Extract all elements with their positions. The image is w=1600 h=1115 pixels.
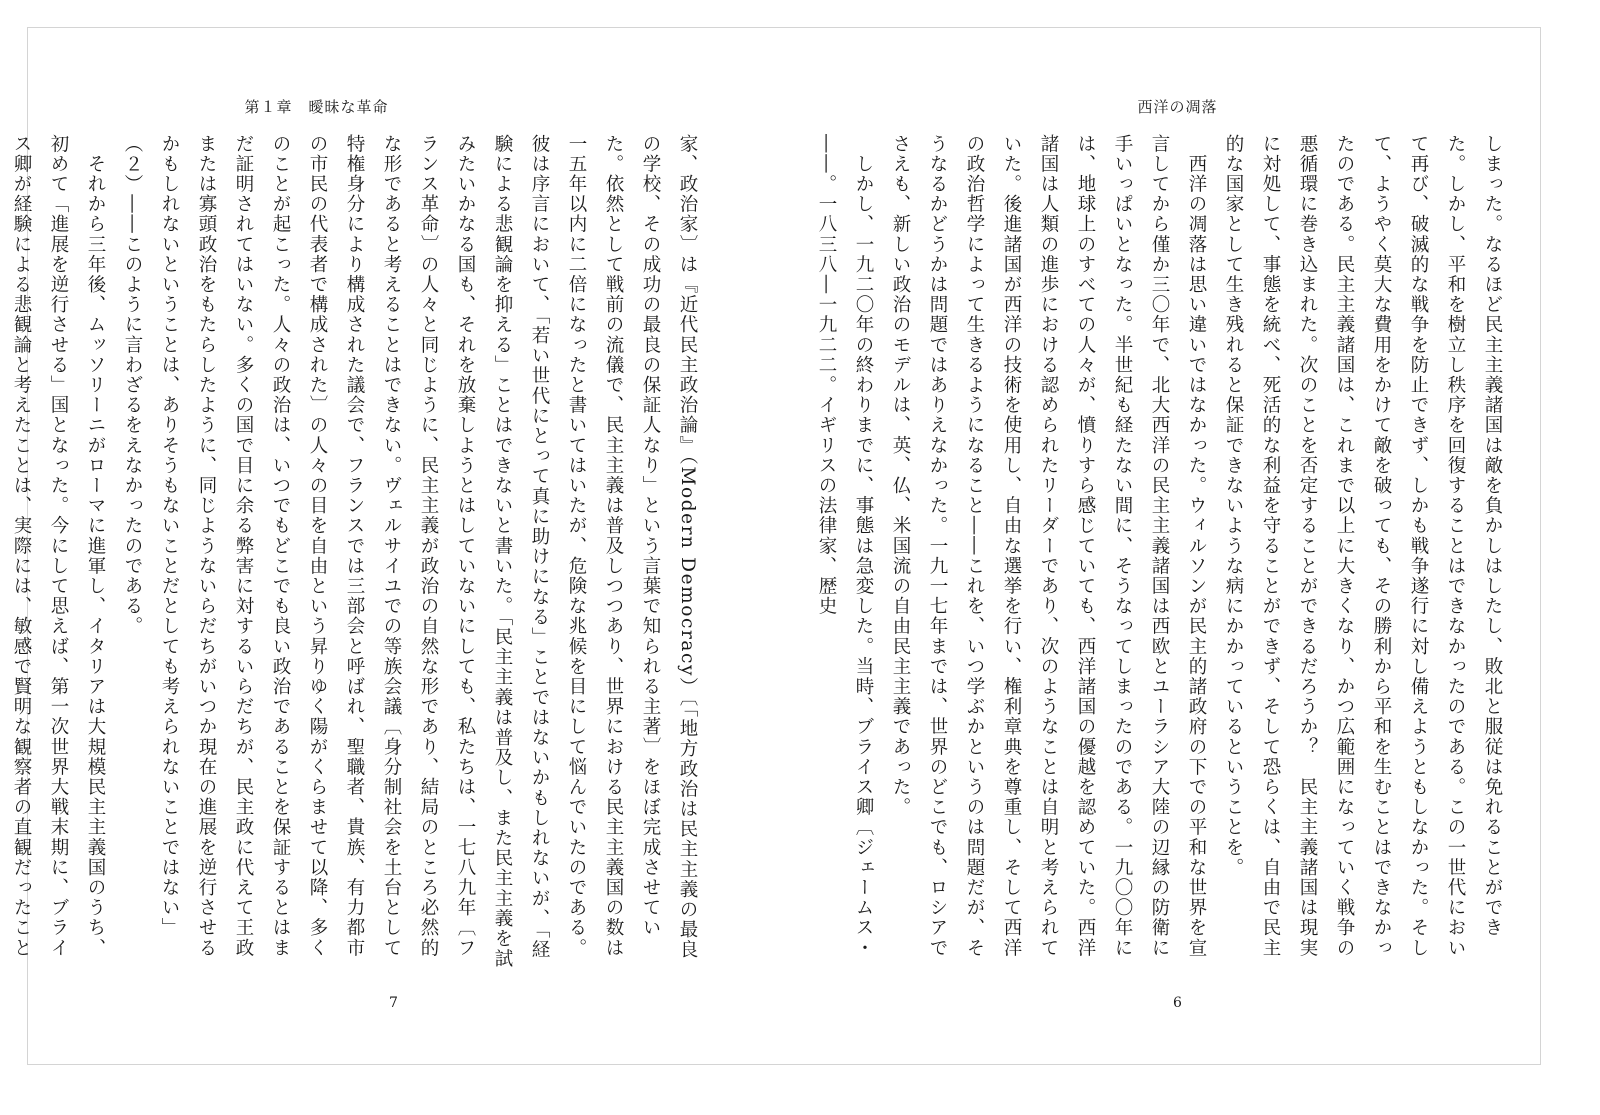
right-page: [785, 28, 1542, 1066]
body-text-right: しまった。なるほど民主主義諸国は敵を負かしはしたし、敗北と服従は免れることができた。しかし、平和を樹立し秩序を回復することはできなかったのである。この一世代において再び、破滅的な戦争を防止できず、しかも戦争遂行に対し備えようともしなかった。そして、ようやく莫大な費用をかけて敵を破っても、その勝利から平和を生むことはできなかったのである。民主主義諸国は、これまで以上に大きくなり、かつ広範囲になっていく戦争の悪循環に巻き込まれた。次のことを否定することができるだろうか？ 民主主義諸国は現実に対処して、事態を統べ、死活的な利益を守ることができず、そして恐らくは、自由で民主的な国家として生き残れると保証できないような病にかかっているということを。 西洋の凋落は思い違いではなかった。ウィルソンが民主的諸政府の下での平和な世界を宣言してから僅か三〇年で、北大西洋の民主主義諸国は西欧とユーラシア大陸の辺縁の防衛に手いっぱいとなった。半世紀も経たない間に、そうなってしまったのである。一九〇〇年には、地球上のすべての人々が、憤りすら感じていても、西洋諸国の優越を認めていた。西洋諸国は人類の進歩における認められたリーダーであり、次のようなことは自明と考えられていた。後進諸国が西洋の技術を使用し、自由な選挙を行い、権利章典を尊重し、そして西洋の政治哲学によって生きるようになること――これを、いつ学ぶかというのは問題だが、そうなるかどうかは問題ではありえなかった。一九一七年までは、世界のどこでも、ロシアでさえも、新しい政治のモデルは、英、仏、米国流の自由民主主義であった。 しかし、一九二〇年の終わりまでに、事態は急変した。当時、ブライス卿〔ジェームス・――。一八三八―一九二二。イギリスの法律家、歴史: [816, 134, 1503, 959]
body-text-left: 家、政治家〕は『近代民主政治論』（Modern Democracy）〔「地方政治は民主主義の最良の学校、その成功の最良の保証人なり」という言葉で知られる主著〕をほぼ完成させていた。依然として戦前の流儀で、民主主義は普及しつつあり、世界における民主主義国の数は一五年以内に二倍になったと書いてはいたが、危険な兆候を目にして悩んでいたのである。彼は序言において、「若い世代にとって真に助けになる」ことではないかもしれないが、「経験による悲観論を抑える」ことはできないと書いた。「民主主義は普及し、また民主主義を試みたいかなる国も、それを放棄しようとはしていないにしても、私たちは、一七八九年〔フランス革命〕の人々と同じように、民主主義が政治の自然な形であり、結局のところ必然的な形であると考えることはできない。ヴェルサイユでの等族会議〔身分制社会を土台として特権身分により構成された議会で、フランスでは三部会と呼ばれ、聖職者、貴族、有力都市の市民の代表者で構成された〕の人々の目を自由という昇りゆく陽がくらませて以降、多くのことが起こった。人々の政治は、いつでもどこでも良い政治であることを保証するとはまだ証明されてはいない。多くの国で目に余る弊害に対するいらだちが、民主政に代えて王政または寡頭政治をもたらしたように、同じようないらだちがいつか現在の進展を逆行させるかもしれないということは、ありそうもないことだとしても考えられないことではない」（２）――このように言わざるをえなかったのである。 それから三年後、ムッソリーニがローマに進軍し、イタリアは大規模民主主義国のうち、初めて「進展を逆行させる」国となった。今にして思えば、第一次世界大戦末期に、ブライス卿が経験による悲観論と考えたことは、実際には、敏感で賢明な観察者の直観だったこと: [11, 134, 698, 969]
book-spread: [11, 27, 1541, 1065]
page-number-right: 6: [1173, 995, 1182, 1011]
left-page: [11, 28, 785, 1066]
running-head-right: 西洋の凋落: [1137, 98, 1218, 116]
running-head-left: 第１章 曖昧な革命: [244, 98, 389, 116]
page-number-left: 7: [389, 995, 398, 1011]
